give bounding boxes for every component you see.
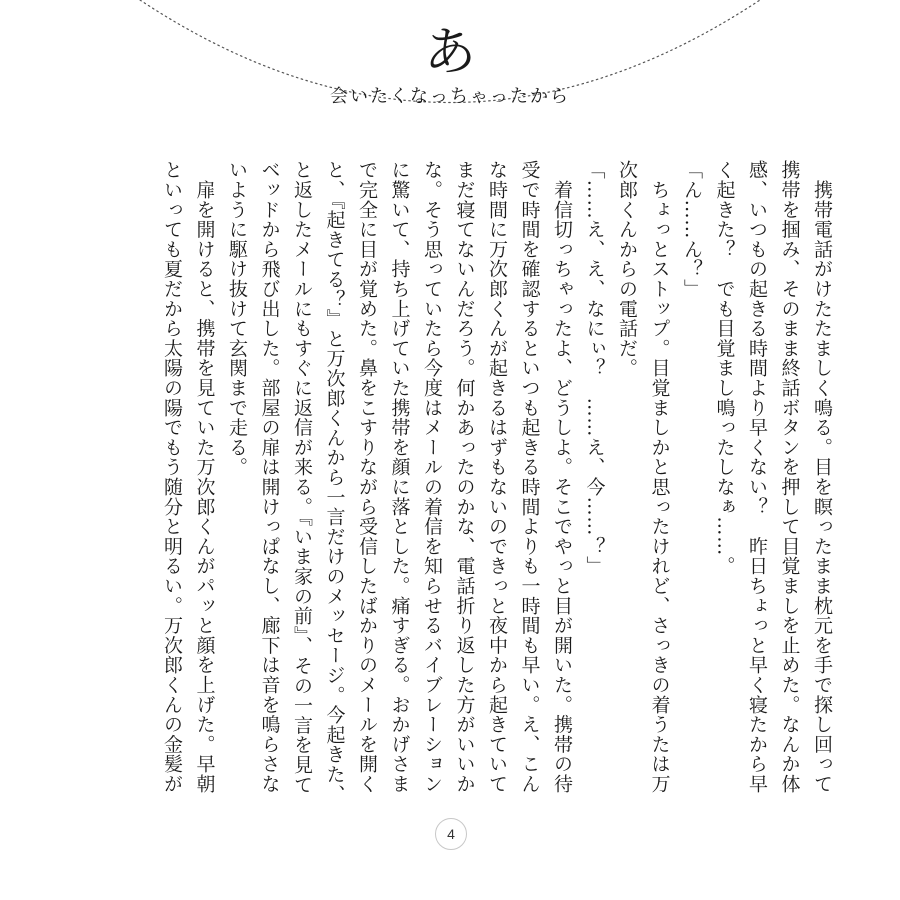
chapter-title: 会いたくなっちゃったから <box>330 86 570 107</box>
chapter-kana-heading: あ <box>423 23 476 83</box>
paragraph-6: 扉を開けると、携帯を見ていた万次郎くんがパッと顔を上げた。早朝といっても夏だから太陽の陽でもう随分と明るい。万次郎くんの金髪が <box>161 160 216 794</box>
paragraph-3: ちょっとストップ。目覚ましかと思ったけれど、さっきの着うたは万次郎くんからの電話だ。 <box>616 160 671 794</box>
page-number-badge: 4 <box>435 818 467 850</box>
paragraph-2: 「ん……ん？」 <box>681 160 703 299</box>
body-text-column <box>118 160 838 810</box>
paragraph-5: 着信切っちゃったよ、どうしよ。そこでやっと目が開いた。携帯の待受で時間を確認するといつも起きる時間よりも一時間も早い。え、こんな時間に万次郎くんが起きるはずもないのできっと夜中から起きていてまだ寝てないんだろう。何かあったのかな、電話折り返した方がいいかな。そう思っていたら今度はメールの着信を知らせるバイブレーションに驚いて、持ち上げていた携帯を顔に落とした。痛すぎる。おかげさまで完全に目が覚めた。鼻をこすりながら受信したばかりのメールを開くと、『起きてる？』と万次郎くんから一言だけのメッセージ。今起きた、と返したメールにもすぐに返信が来る。『いま家の前』、その一言を見てベッドから飛び出した。部屋の扉は開けっぱなし、廊下は音を鳴らさないように駆け抜けて玄関まで走る。 <box>226 160 573 804</box>
paragraph-1: 携帯電話がけたたましく鳴る。目を瞑ったまま枕元を手で探し回って携帯を掴み、そのまま終話ボタンを押して目覚ましを止めた。なんか体感、いつもの起きる時間より早くない？ 昨日ちょっと早く寝たから早く起きた？ でも目覚まし鳴ったしなぁ……。 <box>713 160 833 794</box>
paragraph-4: 「……え、え、なにぃ？ ……え、今……？」 <box>583 160 606 576</box>
